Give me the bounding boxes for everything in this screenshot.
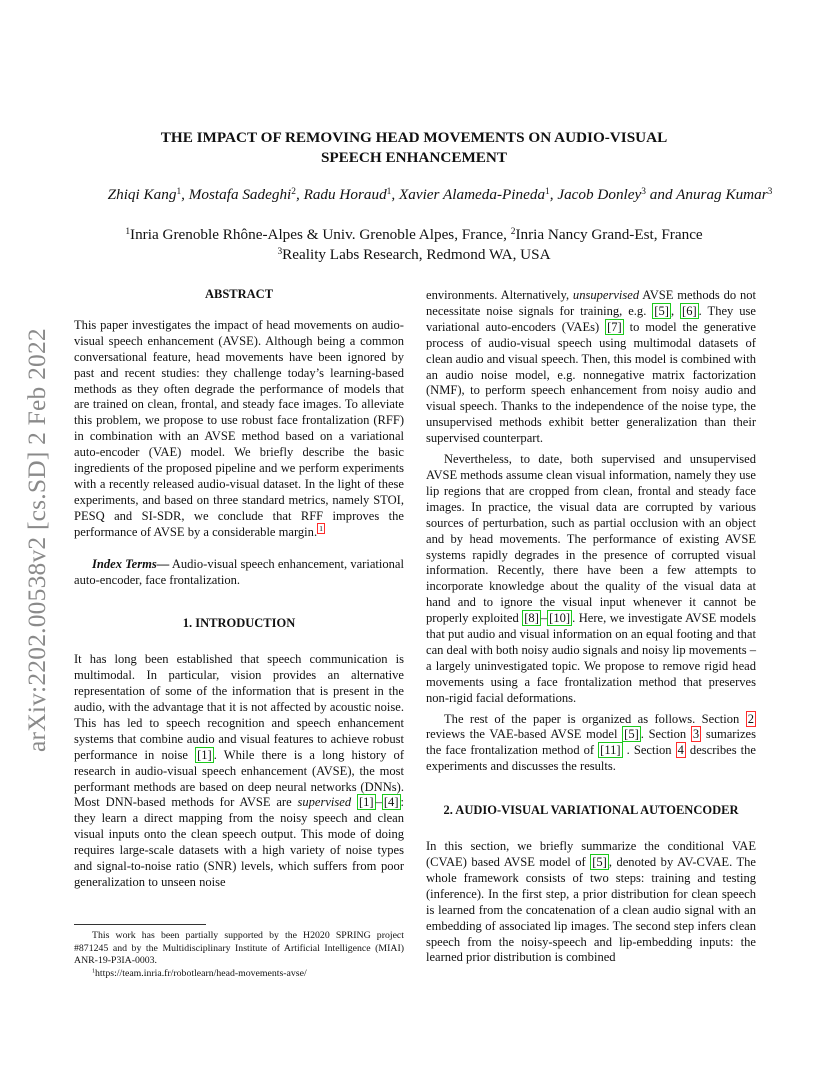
citation-link[interactable]: [11] [600, 743, 621, 758]
citation-link[interactable]: [5] [654, 303, 669, 318]
text-run: : they learn a direct mapping from the noisy speech and clean visual inputs onto the clean speech output. This mode of doing requires large-scale datasets with a high variety of noise types and signal-to-noise ratio (SNR) levels, which suffers from poor generalization to unseen noise [74, 795, 405, 889]
arxiv-identifier: arXiv:2202.00538v2 [cs.SD] 2 Feb 2022 [22, 328, 51, 752]
text-run: , denoted by AV-CVAE. The whole framework consists of two steps: training and testing (inference). In the first step, a prior distribution for clean speech is learned from the concatenation of a clean audio signal with an embedding of associated lip images. The second step infers clean speech from the noisy-speech and lip-embedding inputs: the learned prior distribution is combined [426, 855, 756, 965]
text-run: . Section [640, 727, 691, 742]
text-run: Nevertheless, to date, both supervised and unsupervised AVSE methods assume clean visual information, namely they use lip regions that are cropped from clean, frontal and steady face images. In practice, the visual data are corrupted by various sources of perturbation, such as partial occlusion with an object and by head movements. The performance of existing AVSE systems rapidly degrades in the presence of corrupted visual information. Recently, there have been a few attempts to incorporate knowledge about the quality of the visual data at hand and to ignore the visual input whenever it cannot be properly exploited [426, 452, 756, 626]
author-name: Radu Horaud [303, 186, 387, 203]
text-run: . Here, we investigate AVSE models that put audio and visual information on an equal footing and that can deal with both noisy audio signals and noisy lip movements – a largely uninvestigated topic. We propose to remove rigid head movements using a face frontalization method that preserves non-rigid facial deformations. [426, 611, 757, 705]
left-column [74, 287, 404, 891]
affiliation-line-2 [100, 245, 728, 265]
section-link[interactable]: 4 [677, 743, 684, 758]
footnote-url[interactable]: https://team.inria.fr/robotlearn/head-movements-avse/ [95, 967, 307, 979]
affiliations [100, 225, 728, 265]
section-link[interactable]: 2 [747, 711, 754, 726]
author-affil-mark: 3 [641, 186, 646, 197]
author-name: Mostafa Sadeghi [188, 186, 292, 203]
text-run: describes the experiments and discusses the results. [426, 743, 756, 774]
author-affil-mark: 1 [176, 186, 182, 197]
citation-link[interactable]: [6] [682, 303, 697, 318]
author-list: Zhiqi Kang$^1$, Mostafa Sadeghi$^2$, Radu Horaud$^1$, Xavier Alameda-Pineda$^1$, Jacob Donley$^3$ and Anurag Kumar$^3$ [107, 186, 773, 203]
intro-heading: 1. INTRODUCTION [182, 616, 296, 631]
text-run: – [540, 611, 548, 626]
text-run: sumarizes the face frontalization method of [426, 727, 756, 758]
citation-link[interactable]: [1] [358, 795, 374, 810]
text-run: , [670, 303, 681, 318]
affiliation-2: Inria Nancy Grand-Est, France [515, 226, 703, 243]
text-run: reviews the VAE-based AVSE model [426, 727, 623, 742]
author-name: Xavier Alameda-Pineda [398, 186, 546, 203]
index-terms-text: Audio-visual speech enhancement, variational auto-encoder, face frontalization. [74, 556, 404, 587]
section-2-paragraph-1 [426, 839, 756, 966]
affiliation-line-1 [100, 225, 728, 245]
intro-paragraph-3 [426, 452, 756, 707]
right-column [426, 288, 756, 966]
index-terms-label: Index Terms— [92, 556, 170, 571]
abstract-text [74, 318, 404, 541]
section-link[interactable]: 3 [692, 727, 700, 742]
intro-paragraph-4 [426, 712, 756, 776]
footnote-1 [74, 968, 404, 981]
citation-link[interactable]: [1] [197, 747, 212, 762]
footnote-mark: 1 [92, 968, 96, 975]
affiliation-1: Inria Grenoble Rhône-Alpes & Univ. Grenoble Alpes, France, [130, 226, 511, 243]
author-name: Anurag Kumar [676, 186, 768, 203]
paper-title [100, 128, 728, 168]
text-run: environments. Alternatively, [426, 288, 573, 302]
intro-paragraph-1 [74, 652, 404, 891]
citation-link[interactable]: [5] [624, 727, 639, 742]
citation-link[interactable]: [4] [383, 795, 399, 810]
text-run: . They use variational auto-encoders (VAEs) [426, 303, 756, 334]
affil-mark: 1 [125, 226, 131, 237]
author-name: Jacob Donley [557, 186, 642, 203]
footnote-link[interactable]: 1 [319, 524, 323, 534]
affil-mark: 3 [277, 246, 283, 257]
funding-note: This work has been partially supported by the H2020 SPRING project #871245 and by the Multidisciplinary Institute of Artificial Intelligence (MIAI) ANR-19-P3IA-0003. [74, 930, 404, 967]
footnotes [74, 930, 404, 980]
index-terms [74, 557, 404, 589]
intro-paragraph-2 [426, 288, 756, 447]
author-affil-mark: 1 [545, 186, 550, 197]
title-line-1: THE IMPACT OF REMOVING HEAD MOVEMENTS ON AUDIO-VISUAL [160, 129, 668, 146]
abstract-heading: ABSTRACT [204, 287, 274, 301]
author-conjunction: and [649, 186, 673, 203]
footnote-rule [74, 924, 206, 925]
text-run: In this section, we briefly summarize the conditional VAE (CVAE) based AVSE model of [426, 839, 756, 869]
text-run: . Section [622, 743, 676, 758]
emphasis: supervised [297, 795, 352, 810]
author-affil-mark: 2 [291, 186, 296, 197]
citation-link[interactable]: [5] [592, 855, 607, 869]
author-affil-mark: 3 [767, 186, 773, 197]
text-run: to model the generative process of audio-visual speech using multimodal datasets of clean audio and visual speech. Then, this model is combined with an audio noise model, e.g. nonnegative matrix factorization (NMF), to perform speech enhancement from noisy audio and visual speech. Thanks to the independence of the noise type, the unsupervised methods exhibit better generalization than their supervised counterpart. [426, 319, 756, 446]
text-run: It has long been established that speech communication is multimodal. In particular, vision provides an alternative representation of some of the information that is present in the audio, with the advantage that it is not affected by acoustic noise. This has led to speech recognition and speech enhancement systems that combine audio and visual features to achieve robust performance in noise [74, 652, 404, 762]
author-affil-mark: 1 [386, 186, 392, 197]
affil-mark: 2 [510, 226, 516, 237]
emphasis: unsupervised [572, 288, 640, 302]
affiliation-3: Reality Labs Research, Redmond WA, USA [282, 246, 551, 263]
author-name: Zhiqi Kang [107, 186, 177, 203]
citation-link[interactable]: [7] [607, 319, 622, 334]
citation-link[interactable]: [10] [549, 611, 571, 626]
text-run: The rest of the paper is organized as follows. Section [444, 711, 746, 726]
text-run: AVSE methods do not necessitate noise signals for training, e.g. [426, 288, 756, 318]
text-run: . While there is a long history of research in audio-visual speech enhancement (AVSE), the most performant methods are based on deep neural networks (DNNs). Most DNN-based methods for AVSE are [74, 747, 404, 810]
citation-link[interactable]: [8] [524, 611, 539, 626]
section-2-heading: 2. AUDIO-VISUAL VARIATIONAL AUTOENCODER [443, 803, 739, 818]
abstract-body: This paper investigates the impact of head movements on audio-visual speech enhancement (AVSE). Although being a common conversational feature, head movements have been ignored by past and recent studies: they challenge today’s learning-based methods as they often degrade the performance of models that are trained on clean, frontal, and steady face images. To alleviate this problem, we propose to use robust face frontalization (RFF) in combination with an AVSE method based on a variational auto-encoder (VAE) model. We briefly describe the basic ingredients of the proposed pipeline and we perform experiments with a recently released audio-visual dataset. In the light of these experiments, and based on three standard metrics, namely STOI, PESQ and SI-SDR, we conclude that RFF improves the performance of AVSE by a considerable margin. [74, 317, 404, 539]
title-line-2: SPEECH ENHANCEMENT [320, 149, 508, 166]
text-run: – [375, 795, 382, 810]
